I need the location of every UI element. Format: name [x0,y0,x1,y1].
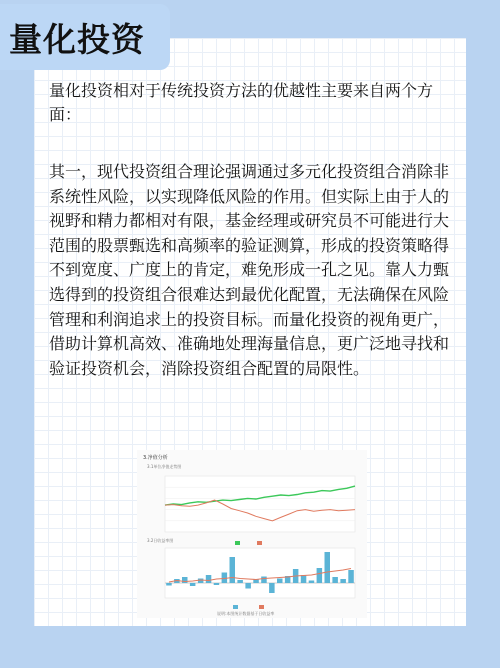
bar [182,577,188,583]
bar [253,580,258,584]
bar-legend-swatch-1 [233,605,238,609]
bar-legend-swatch-2 [259,605,264,609]
bar [198,579,204,584]
bar [190,583,196,586]
bar [269,583,275,593]
line-plot-area [165,476,355,532]
bar [348,570,354,583]
bar [340,579,346,583]
bar [261,577,267,584]
bar [332,577,338,583]
page-title: 量化投资 [9,20,145,59]
bar [237,580,243,583]
bar [309,581,315,584]
figure-heading: 3.净值分析 [143,455,168,461]
bar [317,568,323,583]
bar [222,573,228,584]
body-paragraph: 其一，现代投资组合理论强调通过多元化投资组合消除非系统性风险，以实现降低风险的作用。但实际上由于人的视野和精力都相对有限，基金经理或研究员不可能进行大范围的股票甄选和高频率的验证测算，形成的投资策略得不到宽度、广度上的肯定，难免形成一孔之见。靠人力甄选得到的投资组合很难达到最优化配置，无法确保在风险管理和利润追求上的投资目标。而量化投资的视角更广，借助计算机高效、准确地处理海量信息，更广泛地寻找和验证投资机会，消除投资组合配置的局限性。 [49,162,450,378]
bar [325,552,331,583]
report-figure [137,450,367,618]
bar [166,583,172,586]
bar [301,575,307,583]
line-chart-title: 3.1单位净值走势图 [147,464,182,469]
bar-chart-title: 3.2日收益率图 [147,538,174,543]
bar [245,583,251,589]
bar [214,583,220,585]
intro-paragraph: 量化投资相对于传统投资方法的优越性主要来自两个方面： [49,81,434,124]
bar [277,579,283,584]
bar [206,575,212,583]
bar-chart [137,544,367,610]
title-tab [0,4,170,70]
figure-footnote: 说明:本图统计数据基于日收益率 [217,611,275,616]
bar [230,557,236,583]
